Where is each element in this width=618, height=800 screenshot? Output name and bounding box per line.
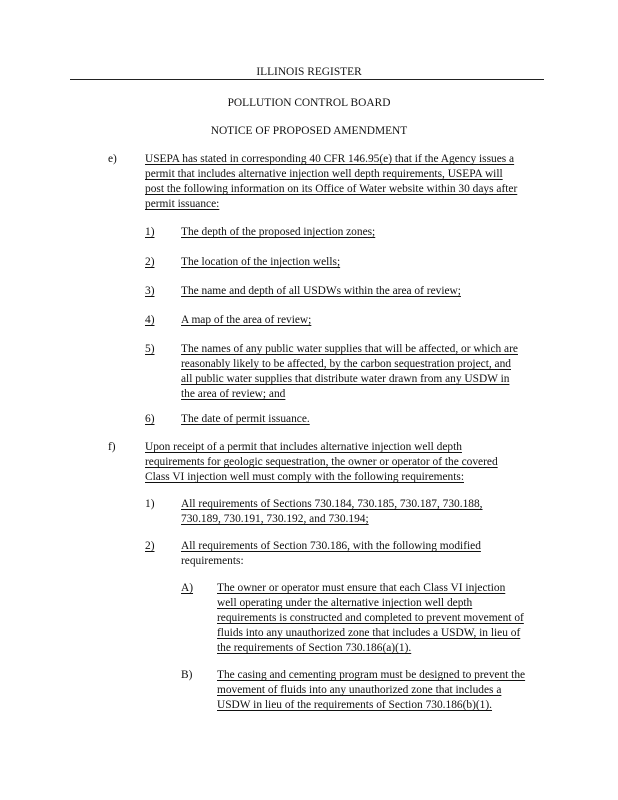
f-item-text: All requirements of Sections 730.184, 730.185, 730.187, 730.188, bbox=[181, 498, 483, 510]
notice-title: NOTICE OF PROPOSED AMENDMENT bbox=[210, 125, 408, 137]
f-subitem-num: B) bbox=[181, 669, 193, 681]
section-e-label: e) bbox=[108, 153, 117, 165]
f-item-text: All requirements of Section 730.186, with the following modified bbox=[181, 540, 481, 552]
section-f-line: requirements for geologic sequestration, the owner or operator of the covered bbox=[145, 456, 498, 468]
f-subitem-text: the requirements of Section 730.186(a)(1). bbox=[217, 642, 412, 654]
e-item-text: The location of the injection wells; bbox=[181, 256, 341, 268]
f-subitem-text: fluids into any unauthorized zone that includes a USDW, in lieu of bbox=[217, 627, 521, 639]
e-item-text: reasonably likely to be affected, by the carbon sequestration project, and bbox=[181, 358, 511, 370]
f-subitem-text: USDW in lieu of the requirements of Section 730.186(b)(1). bbox=[217, 699, 493, 711]
register-title: ILLINOIS REGISTER bbox=[256, 66, 362, 78]
f-item-num: 1) bbox=[145, 498, 155, 510]
e-item-num: 2) bbox=[145, 256, 155, 268]
section-f-line: Upon receipt of a permit that includes alternative injection well depth bbox=[145, 441, 462, 453]
e-item-text: The depth of the proposed injection zones; bbox=[181, 226, 376, 238]
e-item-num: 1) bbox=[145, 226, 155, 238]
f-subitem-text: requirements is constructed and completed to prevent movement of bbox=[217, 612, 524, 624]
e-item-num: 4) bbox=[145, 314, 155, 326]
e-item-text: A map of the area of review; bbox=[181, 314, 312, 326]
e-item-text: all public water supplies that distribute water drawn from any USDW in bbox=[181, 373, 510, 385]
f-subitem-text: The casing and cementing program must be designed to prevent the bbox=[217, 669, 526, 681]
e-item-num: 5) bbox=[145, 343, 155, 355]
section-e-line: post the following information on its Office of Water website within 30 days after bbox=[145, 183, 518, 195]
section-f-label: f) bbox=[108, 441, 116, 453]
section-e-line: USEPA has stated in corresponding 40 CFR 146.95(e) that if the Agency issues a bbox=[145, 153, 515, 165]
e-item-text: The names of any public water supplies that will be affected, or which are bbox=[181, 343, 518, 355]
section-e-line: permit that includes alternative injection well depth requirements, USEPA will bbox=[145, 168, 503, 180]
e-item-text: The name and depth of all USDWs within the area of review; bbox=[181, 285, 461, 297]
section-e-line: permit issuance: bbox=[145, 198, 220, 210]
f-subitem-text: movement of fluids into any unauthorized zone that includes a bbox=[217, 684, 502, 696]
f-subitem-text: The owner or operator must ensure that each Class VI injection bbox=[217, 582, 506, 594]
e-item-num: 3) bbox=[145, 285, 155, 297]
section-f-line: Class VI injection well must comply with the following requirements: bbox=[145, 471, 464, 483]
f-item-num: 2) bbox=[145, 540, 155, 552]
e-item-num: 6) bbox=[145, 413, 155, 425]
f-item-text: 730.189, 730.191, 730.192, and 730.194; bbox=[181, 513, 369, 525]
header-rule bbox=[70, 79, 544, 80]
f-subitem-num: A) bbox=[181, 582, 194, 594]
f-item-text: requirements: bbox=[181, 555, 244, 567]
e-item-text: the area of review; and bbox=[181, 388, 286, 400]
board-title: POLLUTION CONTROL BOARD bbox=[227, 97, 391, 109]
f-subitem-text: well operating under the alternative injection well depth bbox=[217, 597, 473, 609]
e-item-text: The date of permit issuance. bbox=[181, 413, 310, 425]
